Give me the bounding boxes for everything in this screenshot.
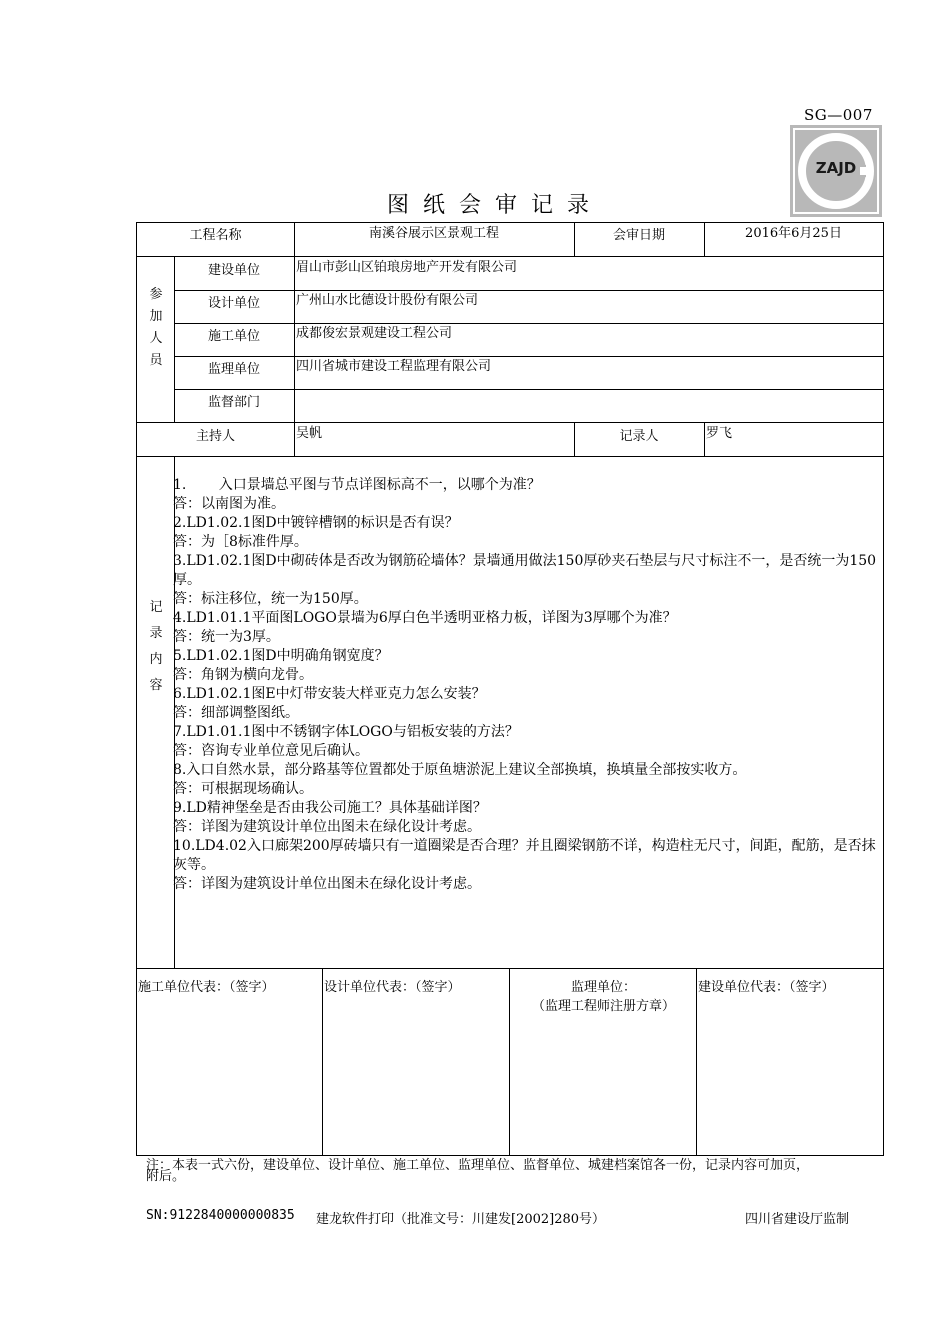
record-line: 答：细部调整图纸。: [173, 705, 299, 721]
record-line: 答：标注移位，统一为150厚。: [173, 591, 368, 607]
record-content: [173, 476, 878, 894]
design-unit-label: 设计单位: [207, 296, 260, 311]
project-name-label: 工程名称: [189, 228, 242, 243]
note-line1: 注：本表一式六份，建设单位、设计单位、施工单位、监理单位、监督单位、城建档案馆各一份，记录内容可加页，: [146, 1158, 810, 1173]
oversight-dept-label: 监督部门: [207, 395, 260, 410]
record-line: 答：详图为建筑设计单位出图未在绿化设计考虑。: [173, 876, 481, 892]
record-line: 答：角钢为横向龙骨。: [173, 667, 313, 683]
supervision-unit-label: 监理单位: [207, 362, 260, 377]
serial-number: SN:9122840000000835: [146, 1208, 295, 1223]
construction-signature: 施工单位代表：（签字）: [138, 980, 275, 995]
note-line2: 附后。: [146, 1169, 186, 1184]
record-line: 答：咨询专业单位意见后确认。: [173, 743, 369, 759]
host-label: 主持人: [195, 429, 235, 444]
recorder-label: 记录人: [619, 429, 659, 444]
record-line: 2.LD1.02.1图D中镀锌槽钢的标识是否有误？: [173, 515, 459, 531]
supervision-unit-value: 四川省城市建设工程监理有限公司: [296, 359, 492, 374]
record-line: 7.LD1.01.1图中不锈钢字体LOGO与铝板安装的方法？: [173, 724, 519, 740]
design-signature: 设计单位代表：（签字）: [324, 980, 461, 995]
review-date-label: 会审日期: [612, 228, 665, 243]
host-value: 吴帆: [296, 426, 323, 441]
record-line: 4.LD1.01.1平面图LOGO景墙为6厚白色半透明亚格力板，详图为3厚哪个为准？: [173, 610, 677, 626]
recorder-value: 罗飞: [706, 426, 733, 441]
logo-text: ZAJD: [815, 159, 857, 177]
record-line: 答：以南图为准。: [173, 496, 285, 512]
record-line: 答：可根据现场确认。: [173, 781, 313, 797]
record-group-label: 记 录 内 容: [149, 600, 163, 693]
supervision-signature: [511, 978, 696, 1016]
page-title: 图纸会审记录: [386, 193, 603, 218]
record-line: 8.入口自然水景，部分路基等位置都处于原鱼塘淤泥上建议全部换填，换填量全部按实收方。: [173, 762, 747, 778]
owner-unit-value: 眉山市彭山区铂琅房地产开发有限公司: [296, 260, 518, 275]
supervision-signature-line1: 监理单位：: [570, 980, 636, 995]
supervision-signature-line2: （监理工程师注册方章）: [531, 999, 675, 1014]
design-unit-value: 广州山水比德设计股份有限公司: [296, 293, 479, 308]
record-line: 9.LD精神堡垒是否由我公司施工？具体基础详图？: [173, 800, 487, 816]
record-line: 3.LD1.02.1图D中砌砖体是否改为钢筋砼墙体？景墙通用做法150厚砂夹石垫层与尺寸标注不一，是否统一为150厚。: [173, 553, 877, 588]
construction-unit-value: 成都俊宏景观建设工程公司: [296, 326, 453, 341]
record-line: 5.LD1.02.1图D中明确角钢宽度？: [173, 648, 389, 664]
record-line: 1. 入口景墙总平图与节点详图标高不一，以哪个为准？: [173, 477, 541, 493]
owner-signature: 建设单位代表：（签字）: [698, 980, 835, 995]
record-line: 答：为［8标准件厚。: [173, 534, 308, 550]
issuing-authority: 四川省建设厅监制: [745, 1212, 850, 1227]
project-name-value: 南溪谷展示区景观工程: [368, 226, 499, 241]
construction-unit-label: 施工单位: [207, 329, 260, 344]
record-line: 10.LD4.02入口廊架200厚砖墙只有一道圈梁是否合理？并且圈梁钢筋不详，构造柱无尺寸，间距，配筋，是否抹灰等。: [173, 838, 876, 873]
record-line: 答：统一为3厚。: [173, 629, 280, 645]
participants-group-label: 参 加 人 员: [149, 287, 163, 368]
record-line: 答：详图为建筑设计单位出图未在绿化设计考虑。: [173, 819, 481, 835]
owner-unit-label: 建设单位: [207, 263, 260, 278]
record-line: 6.LD1.02.1图E中灯带安装大样亚克力怎么安装？: [173, 686, 486, 702]
table-note: [146, 1160, 866, 1182]
review-date-value: 2016年6月25日: [745, 226, 842, 241]
form-code: SG—007: [804, 106, 873, 124]
software-credit: 建龙软件打印（批准文号：川建发[2002]280号）: [316, 1212, 606, 1227]
